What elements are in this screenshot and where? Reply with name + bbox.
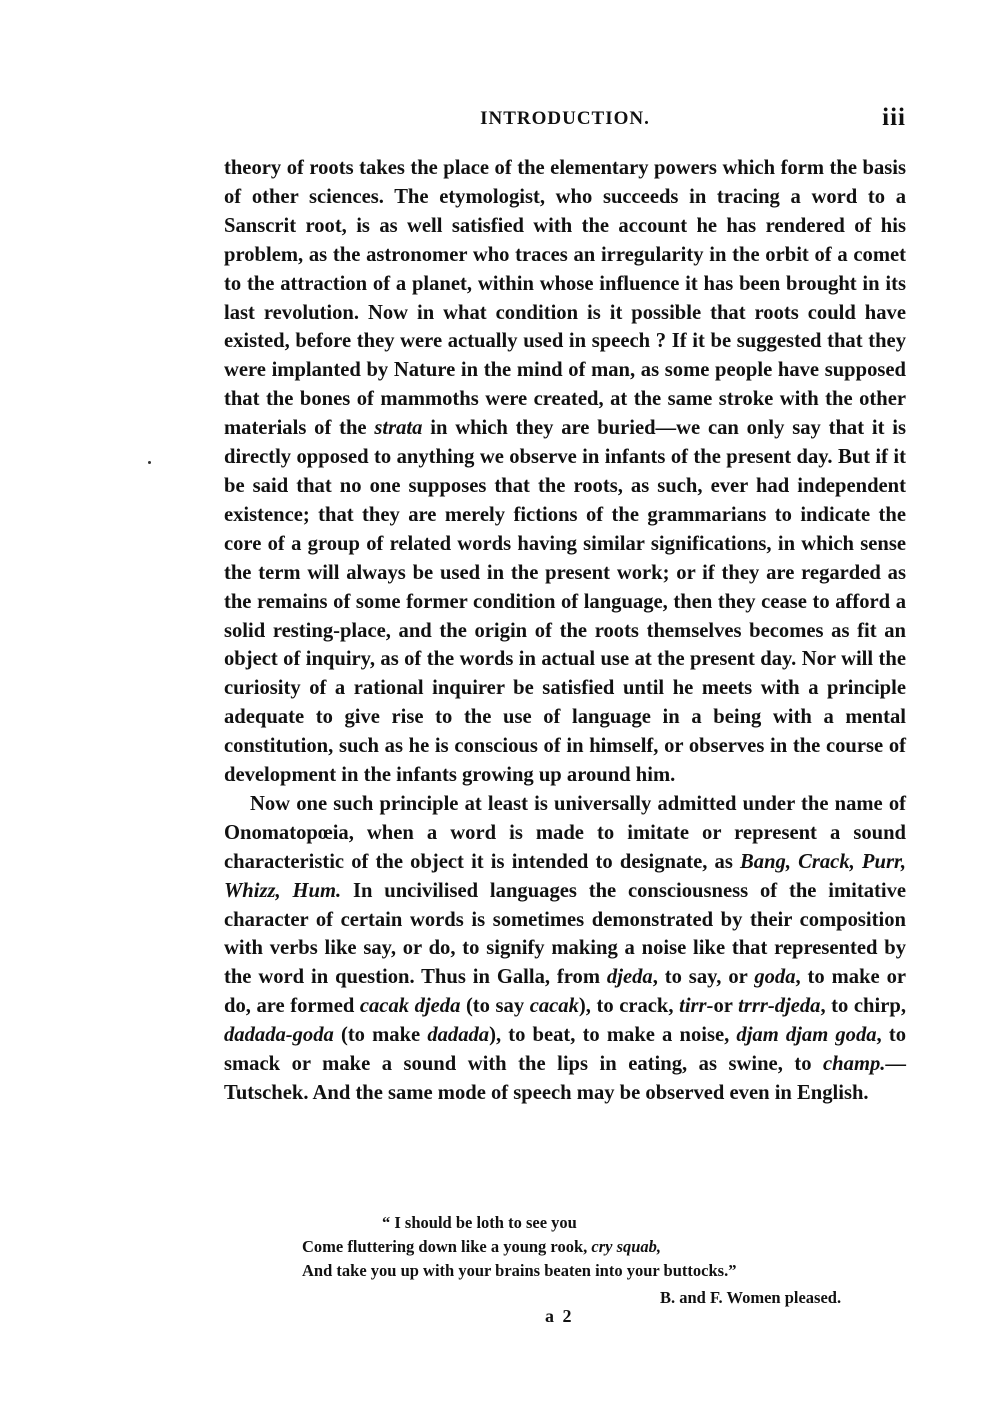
- paragraph-2: [224, 790, 906, 1108]
- text-run: Now one such principle at least is universally admitted under the name of Onomatopœia, when a word is made to imitate or represent a sound characteristic of the object it is intended to designate, as: [224, 792, 906, 873]
- verse-attribution: B. and F. Women pleased.: [660, 1288, 842, 1307]
- page-number: iii: [882, 104, 906, 131]
- text-run: —Tutschek. And the same mode of speech may be observed even in English.: [224, 1053, 906, 1104]
- verse-text: Come fluttering down like a young rook,: [302, 1237, 592, 1256]
- italic-term: Bang, Crack, Purr, Whizz, Hum.: [224, 850, 906, 902]
- italic-term: trrr-djeda: [738, 995, 821, 1018]
- text-run: or: [713, 995, 739, 1018]
- verse-italic: cry squab,: [591, 1237, 662, 1256]
- italic-term: goda: [754, 966, 796, 989]
- text-run: ), to crack,: [578, 995, 680, 1018]
- text-run: in which they are buried—we can only say that it is directly opposed to anything we observe in infants of the present day. But if it be said that no one supposes that the roots, as such, ever had independent existence; that they are merely fictions of the grammarians to indicate the core of a group of related words having similar significations, in which sense the term will always be used in the present work; or if they are regarded as the remains of some former condition of language, then they cease to afford a solid resting-place, and the origin of the roots themselves becomes as fit an object of inquiry, as of the words in actual use at the present day. Nor will the curiosity of a rational inquirer be satisfied until he meets with a principle adequate to give rise to the use of language in a being with a mental constitution, such as he is conscious of in himself, or observes in the course of development in the infants growing up around him.: [224, 417, 907, 787]
- signature-mark: a 2: [545, 1306, 574, 1326]
- text-run: , to smack or make a sound with the lips in eating, as swine, to: [224, 1024, 906, 1076]
- text-run: In uncivilised languages the consciousness of the imitative character of certain words is sometimes demonstrated by their composition with verbs like say, or do, to signify making a noise like that represented by the word in question. Thus in Galla, from: [224, 879, 907, 989]
- italic-term: strata: [374, 417, 423, 440]
- italic-term: cacak djeda: [359, 995, 461, 1018]
- verse-line-1: “ I should be loth to see you: [382, 1213, 577, 1232]
- page-header: [224, 104, 906, 134]
- text-run: theory of roots takes the place of the elementary powers which form the basis of other sciences. The etymologist, who succeeds in tracing a word to a Sanscrit root, is as well satisfied with the account he has rendered of his problem, as the astronomer who traces an irregularity in the orbit of a comet to the attraction of a planet, within whose influence it has been brought in its last revolution. Now in what condition is it possible that roots could have existed, before they were actually used in speech ? If it be suggested that they were implanted by Nature in the mind of man, as some people have supposed that the bones of mammoths were created, at the same stroke with the other materials of the: [224, 157, 906, 440]
- body-text: [224, 154, 906, 1108]
- text-run: (to say: [460, 995, 530, 1018]
- italic-term: dadada-goda: [224, 1024, 334, 1047]
- verse-quotation: [302, 1211, 902, 1283]
- italic-term: djeda: [606, 966, 653, 989]
- text-run: , to make or do, are formed: [224, 966, 907, 1018]
- verse-line-3: And take you up with your brains beaten into your buttocks.”: [302, 1261, 737, 1280]
- verse-line-2: [302, 1235, 902, 1259]
- text-run: (to make: [333, 1024, 428, 1047]
- italic-term: dadada: [427, 1024, 490, 1047]
- text-run: ), to beat, to make a noise,: [489, 1024, 737, 1047]
- running-title: INTRODUCTION.: [480, 108, 650, 129]
- italic-term: tirr-: [679, 995, 714, 1018]
- italic-term: champ.: [823, 1053, 886, 1076]
- italic-term: cacak: [529, 995, 579, 1018]
- text-run: , to say, or: [652, 966, 755, 989]
- page-speck: [148, 461, 151, 464]
- paragraph-1: [224, 154, 906, 790]
- text-run: , to chirp,: [820, 995, 906, 1018]
- italic-term: djam djam goda: [736, 1024, 877, 1047]
